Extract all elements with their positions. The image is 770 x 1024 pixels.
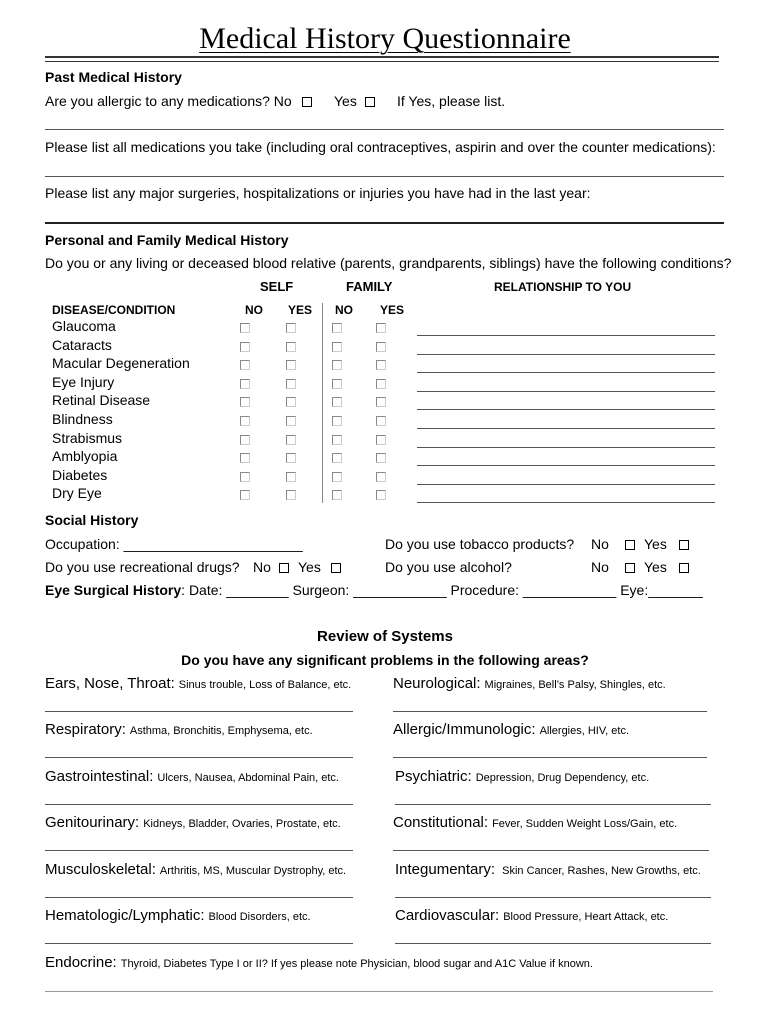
ros-answer-line[interactable] — [393, 757, 707, 758]
family-yes-checkbox[interactable] — [376, 490, 386, 500]
ros-item — [45, 675, 351, 693]
ros-detail: Skin Cancer, Rashes, New Growths, etc. — [499, 865, 701, 877]
ros-label: Genitourinary: — [45, 814, 140, 831]
family-yes-checkbox[interactable] — [376, 453, 386, 463]
alcohol-no-checkbox[interactable] — [625, 563, 635, 573]
alcohol-yes-checkbox[interactable] — [679, 563, 689, 573]
family-yes-checkbox[interactable] — [376, 379, 386, 389]
relationship-line[interactable] — [417, 354, 715, 355]
medications-answer-line[interactable] — [45, 176, 724, 177]
ros-detail: Depression, Drug Dependency, etc. — [475, 772, 650, 784]
relationship-line[interactable] — [417, 428, 715, 429]
relationship-header: RELATIONSHIP TO YOU — [494, 280, 632, 294]
self-no-checkbox[interactable] — [240, 472, 250, 482]
condition-label: Blindness — [52, 411, 113, 427]
family-yes-checkbox[interactable] — [376, 360, 386, 370]
self-yes-checkbox[interactable] — [286, 342, 296, 352]
family-no-checkbox[interactable] — [332, 416, 342, 426]
self-yes-header: YES — [288, 303, 313, 317]
family-no-checkbox[interactable] — [332, 397, 342, 407]
ros-answer-line[interactable] — [395, 804, 711, 805]
ros-label: Musculoskeletal: — [45, 861, 156, 878]
allergy-question — [45, 93, 312, 109]
ros-detail: Sinus trouble, Loss of Balance, etc. — [178, 679, 352, 691]
ros-item — [395, 907, 668, 925]
family-yes-checkbox[interactable] — [376, 435, 386, 445]
self-family-divider — [322, 303, 323, 503]
ros-label: Constitutional: — [393, 814, 489, 831]
relationship-line[interactable] — [417, 409, 715, 410]
condition-label: Dry Eye — [52, 485, 102, 502]
tobacco-yes — [644, 536, 689, 552]
relationship-line[interactable] — [417, 391, 715, 392]
ros-answer-line[interactable] — [395, 943, 711, 944]
ros-item — [45, 907, 311, 925]
family-no-checkbox[interactable] — [332, 342, 342, 352]
allergy-yes — [334, 93, 375, 109]
surgeries-question: Please list any major surgeries, hospitalizations or injuries you have had in the last year: — [45, 185, 591, 201]
family-no-checkbox[interactable] — [332, 472, 342, 482]
ros-item — [393, 721, 629, 739]
self-yes-checkbox[interactable] — [286, 323, 296, 333]
ros-detail: Fever, Sudden Weight Loss/Gain, etc. — [492, 818, 678, 830]
family-yes-checkbox[interactable] — [376, 472, 386, 482]
ros-label: Gastrointestinal: — [45, 768, 154, 785]
ros-answer-line[interactable] — [45, 757, 353, 758]
tobacco-no — [591, 536, 635, 552]
ros-label: Ears, Nose, Throat: — [45, 675, 175, 692]
ros-item — [45, 861, 346, 879]
ros-label: Hematologic/Lymphatic: — [45, 907, 205, 924]
condition-label: Eye Injury — [52, 373, 115, 390]
drugs-no-label: No — [253, 559, 271, 575]
ros-item — [395, 768, 649, 786]
relationship-line[interactable] — [417, 447, 715, 448]
self-no-checkbox[interactable] — [240, 323, 250, 333]
self-no-checkbox[interactable] — [240, 490, 250, 500]
ros-detail: Arthritis, MS, Muscular Dystrophy, etc. — [159, 865, 347, 877]
condition-label: Cataracts — [52, 336, 112, 353]
family-yes-checkbox[interactable] — [376, 416, 386, 426]
self-yes-checkbox[interactable] — [286, 379, 296, 389]
self-yes-checkbox[interactable] — [286, 453, 296, 463]
condition-label: Macular Degeneration — [52, 355, 190, 372]
family-no-checkbox[interactable] — [332, 435, 342, 445]
ros-answer-line[interactable] — [45, 711, 353, 712]
family-no-checkbox[interactable] — [332, 453, 342, 463]
ros-detail: Thyroid, Diabetes Type I or II? If yes please note Physician, blood sugar and A1C Value if known. — [120, 958, 593, 970]
drugs-no-checkbox[interactable] — [279, 563, 289, 573]
self-no-checkbox[interactable] — [240, 397, 250, 407]
relationship-line[interactable] — [417, 372, 715, 373]
condition-label: Glaucoma — [52, 318, 116, 334]
review-subheading: Do you have any significant problems in the following areas? — [181, 652, 589, 668]
alcohol-yes-label: Yes — [644, 559, 667, 575]
condition-label: Amblyopia — [52, 448, 118, 465]
title-divider — [45, 56, 719, 62]
ros-label: Respiratory: — [45, 721, 126, 738]
ros-label: Psychiatric: — [395, 768, 472, 785]
alcohol-no — [591, 559, 635, 575]
ros-answer-line[interactable] — [393, 850, 709, 851]
social-history-heading: Social History — [45, 512, 139, 528]
ros-item — [393, 814, 677, 832]
self-no-checkbox[interactable] — [240, 416, 250, 426]
allergy-if-yes: If Yes, please list. — [397, 93, 506, 109]
relationship-line[interactable] — [417, 335, 715, 336]
ros-detail: Blood Pressure, Heart Attack, etc. — [503, 911, 669, 923]
drugs-no — [253, 559, 289, 575]
family-no-checkbox[interactable] — [332, 379, 342, 389]
occupation-field[interactable]: Occupation: _______________________ — [45, 536, 303, 552]
family-no-checkbox[interactable] — [332, 490, 342, 500]
family-yes-header: YES — [380, 303, 405, 317]
ros-item — [45, 814, 341, 832]
relationship-line[interactable] — [417, 465, 715, 466]
ros-answer-line[interactable] — [45, 943, 353, 944]
self-no-checkbox[interactable] — [240, 360, 250, 370]
medications-question: Please list all medications you take (including oral contraceptives, aspirin and over the counter medications): — [45, 139, 716, 155]
eye-surgical-history[interactable] — [45, 582, 703, 598]
tobacco-no-label: No — [591, 536, 609, 552]
tobacco-yes-checkbox[interactable] — [679, 540, 689, 550]
family-no-checkbox[interactable] — [332, 360, 342, 370]
past-history-heading: Past Medical History — [45, 69, 182, 85]
ros-detail: Asthma, Bronchitis, Emphysema, etc. — [129, 725, 313, 737]
ros-item — [393, 675, 666, 693]
allergy-answer-line[interactable] — [45, 129, 724, 130]
relationship-line[interactable] — [417, 484, 715, 485]
family-yes-checkbox[interactable] — [376, 397, 386, 407]
self-yes-checkbox[interactable] — [286, 435, 296, 445]
ros-item — [45, 768, 339, 786]
ros-answer-line[interactable] — [45, 897, 353, 898]
drugs-question: Do you use recreational drugs? — [45, 559, 240, 575]
self-header: SELF — [260, 279, 294, 294]
ros-item — [45, 954, 593, 972]
tobacco-no-checkbox[interactable] — [625, 540, 635, 550]
page-title: Medical History Questionnaire — [199, 22, 571, 55]
family-yes-checkbox[interactable] — [376, 323, 386, 333]
family-no-header: NO — [335, 303, 353, 317]
allergy-no-checkbox[interactable] — [302, 97, 312, 107]
ros-label: Cardiovascular: — [395, 907, 500, 924]
ros-answer-line[interactable] — [45, 804, 353, 805]
self-yes-checkbox[interactable] — [286, 360, 296, 370]
family-yes-checkbox[interactable] — [376, 342, 386, 352]
disease-header: DISEASE/CONDITION — [52, 303, 176, 317]
tobacco-yes-label: Yes — [644, 536, 667, 552]
self-no-checkbox[interactable] — [240, 435, 250, 445]
ros-label: Allergic/Immunologic: — [393, 721, 536, 738]
alcohol-question: Do you use alcohol? — [385, 559, 512, 575]
self-yes-checkbox[interactable] — [286, 490, 296, 500]
family-no-checkbox[interactable] — [332, 323, 342, 333]
ros-answer-line[interactable] — [45, 991, 713, 992]
ros-detail: Kidneys, Bladder, Ovaries, Prostate, etc. — [143, 818, 341, 830]
eye-surgical-label: Eye Surgical History — [45, 582, 182, 598]
allergy-yes-checkbox[interactable] — [365, 97, 375, 107]
ros-detail: Blood Disorders, etc. — [208, 911, 311, 923]
ros-answer-line[interactable] — [393, 711, 707, 712]
self-yes-checkbox[interactable] — [286, 416, 296, 426]
condition-label: Diabetes — [52, 466, 108, 483]
ros-label: Integumentary: — [395, 861, 496, 878]
self-no-header: NO — [245, 303, 263, 317]
drugs-yes — [298, 559, 341, 575]
drugs-yes-checkbox[interactable] — [331, 563, 341, 573]
review-heading: Review of Systems — [317, 628, 453, 645]
ros-item — [395, 861, 701, 879]
ros-detail: Allergies, HIV, etc. — [539, 725, 630, 737]
alcohol-no-label: No — [591, 559, 609, 575]
tobacco-question: Do you use tobacco products? — [385, 536, 575, 552]
family-header: FAMILY — [346, 279, 393, 294]
eye-surgical-fields: : Date: ________ Surgeon: ____________ Procedure: ____________ Eye:_______ — [181, 582, 703, 598]
drugs-yes-label: Yes — [298, 559, 321, 575]
relationship-line[interactable] — [417, 502, 715, 503]
personal-family-heading: Personal and Family Medical History — [45, 232, 289, 248]
self-yes-checkbox[interactable] — [286, 397, 296, 407]
allergy-question-text: Are you allergic to any medications? No — [45, 93, 292, 109]
condition-label: Strabismus — [52, 429, 123, 446]
alcohol-yes — [644, 559, 689, 575]
ros-answer-line[interactable] — [45, 850, 353, 851]
conditions-question: Do you or any living or deceased blood relative (parents, grandparents, siblings) have the following conditions? — [45, 255, 732, 271]
self-no-checkbox[interactable] — [240, 453, 250, 463]
ros-label: Endocrine: — [45, 954, 117, 971]
self-yes-checkbox[interactable] — [286, 472, 296, 482]
ros-answer-line[interactable] — [395, 897, 711, 898]
self-no-checkbox[interactable] — [240, 379, 250, 389]
ros-item — [45, 721, 313, 739]
ros-label: Neurological: — [393, 675, 481, 692]
condition-label: Retinal Disease — [52, 392, 151, 409]
surgeries-answer-line[interactable] — [45, 222, 724, 224]
allergy-yes-label: Yes — [334, 93, 357, 109]
ros-detail: Ulcers, Nausea, Abdominal Pain, etc. — [157, 772, 339, 784]
self-no-checkbox[interactable] — [240, 342, 250, 352]
ros-detail: Migraines, Bell’s Palsy, Shingles, etc. — [484, 679, 666, 691]
